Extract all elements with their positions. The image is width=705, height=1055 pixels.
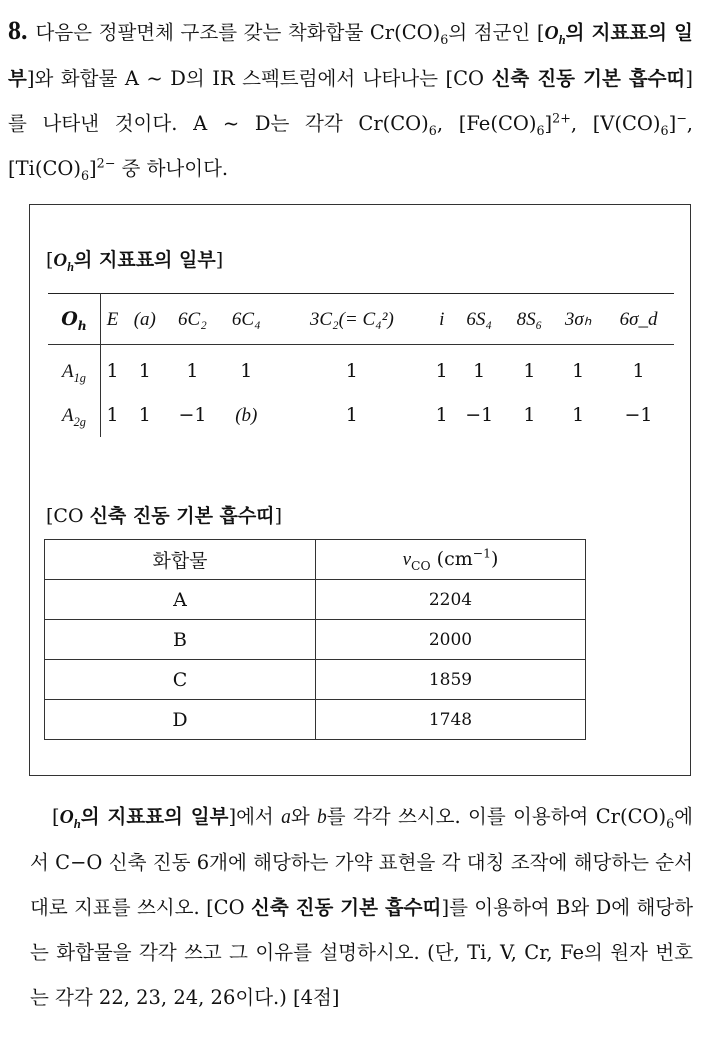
character-cell: −1 (624, 404, 653, 426)
ir-table-header (45, 540, 586, 580)
data-box (29, 204, 691, 776)
character-table (48, 293, 674, 437)
frequency-cell: 1748 (316, 700, 586, 740)
class-header: i (430, 294, 453, 345)
nu-header: $\nu_{CO}$ $(cm^{-1})$ (316, 540, 586, 580)
class-header: 3σₕ (553, 294, 603, 345)
character-cell: 1 (138, 360, 151, 382)
character-table-title: [$O_h$의 지표표의 일부] (46, 249, 224, 274)
ir-table-title: [CO 신축 진동 기본 흡수띠] (46, 505, 283, 527)
character-table-header (48, 294, 674, 345)
class-header: 6C₂ (166, 294, 220, 345)
table-row (48, 345, 674, 394)
ir-table (44, 539, 586, 740)
character-cell: 1 (435, 360, 448, 382)
question-intro: 8. 다음은 정팔면체 구조를 갖는 착화합물 $Cr(CO)_6$의 점군인 [$O_h$의 지표표의 일부]와 화합물 A ~ D의 IR 스펙트럼에서 나타나는 [CO 신축 진동 기본 흡수띠]를 나타낸 것이다. A ~ D는 각각 $Cr(CO)_6$, $[Fe(CO)_6]^{2+}$, $[V(CO)_6]^-$, $[Ti(CO)_6]^{2-}$ 중 하나이다. (8, 16, 694, 183)
character-cell: 1 (106, 404, 119, 426)
class-header: (a) (124, 294, 165, 345)
character-cell: 1 (138, 404, 151, 426)
character-cell: 1 (473, 360, 486, 382)
compound-cell: D (45, 700, 316, 740)
table-row (45, 620, 586, 660)
frequency-cell: 2000 (316, 620, 586, 660)
compound-cell: A (45, 580, 316, 620)
character-cell: 1 (345, 360, 358, 382)
class-header: 6S₄ (453, 294, 505, 345)
frequency-cell: 1859 (316, 660, 586, 700)
character-cell: 1 (106, 360, 119, 382)
character-cell: 1 (572, 404, 585, 426)
class-header: 6C₄ (219, 294, 273, 345)
class-header: E (101, 294, 125, 345)
table-row (45, 700, 586, 740)
species-list: $Cr(CO)_6$, $[Fe(CO)_6]^{2+}$, $[V(CO)_6]^-$, $[Ti(CO)_6]^{2-}$ (8, 110, 693, 183)
compound-cell: C (45, 660, 316, 700)
class-header: 6σ_d (603, 294, 674, 345)
question-number: 8. (8, 16, 28, 45)
character-cell: 1 (435, 404, 448, 426)
compound-cell: B (45, 620, 316, 660)
question-body: [$O_h$의 지표표의 일부]에서 a와 b를 각각 쓰시오. 이를 이용하여 $Cr(CO)_6$에서 C−O 신축 진동 6개에 해당하는 가약 표현을 각 대칭 조작에 해당하는 순서대로 지표를 쓰시오. [CO 신축 진동 기본 흡수띠]를 이용하여 B와 D에 해당하는 화합물을 각각 쓰고 그 이유를 설명하시오. (단, Ti, V, Cr, Fe의 원자 번호는 각각 22, 23, 24, 26이다.) [4점] (30, 805, 693, 1009)
table-row (45, 580, 586, 620)
irrep-label: $A_{2g}$ (48, 393, 101, 437)
table-row (48, 393, 674, 437)
character-cell: 1 (240, 360, 253, 382)
character-cell: (b) (235, 404, 258, 426)
group-label: $O_h$ (48, 294, 101, 345)
character-cell: 1 (572, 360, 585, 382)
character-cell: 1 (523, 404, 536, 426)
table-row (45, 660, 586, 700)
character-cell: 1 (523, 360, 536, 382)
irrep-label: $A_{1g}$ (48, 345, 101, 394)
class-header: 8S₆ (505, 294, 553, 345)
character-cell: −1 (178, 404, 207, 426)
character-cell: 1 (632, 360, 645, 382)
frequency-cell: 2204 (316, 580, 586, 620)
character-cell: −1 (465, 404, 494, 426)
compound-header: 화합물 (45, 540, 316, 580)
class-header: 3C₂(= C₄²) (273, 294, 430, 345)
character-cell: 1 (345, 404, 358, 426)
character-cell: 1 (186, 360, 199, 382)
